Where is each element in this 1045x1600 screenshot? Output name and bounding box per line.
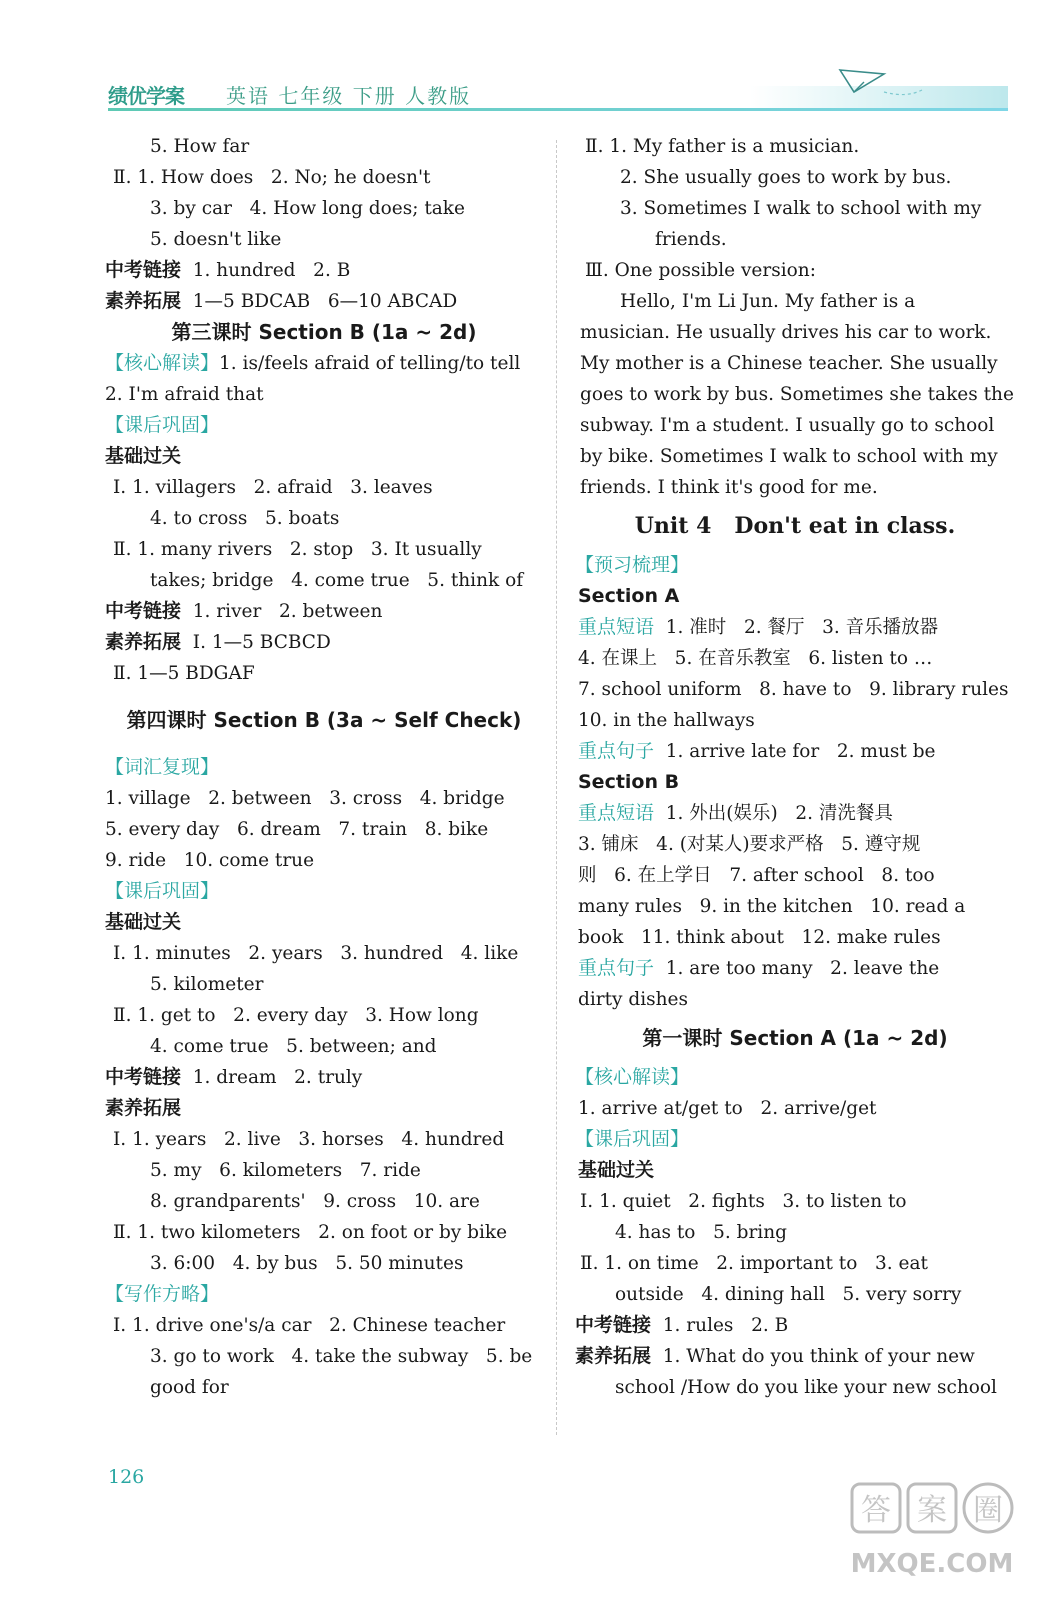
answer-text: 1. is/feels afraid of telling/to tell [219, 353, 521, 374]
bracket-tag-line [105, 410, 543, 441]
answer-line: 2. She usually goes to work by bus. [620, 167, 952, 188]
answer-line: 4. has to 5. bring [615, 1222, 787, 1243]
answer-line: Ⅱ. 1. on time 2. important to 3. eat [580, 1253, 928, 1274]
answer-line: 1. village 2. between 3. cross 4. bridge [105, 788, 505, 809]
answer-text: 1—5 BDCAB 6—10 ABCAD [181, 291, 458, 312]
answer-line: 4. come true 5. between; and [150, 1036, 437, 1057]
answer-line: subway. I'm a student. I usually go to school [580, 415, 995, 436]
subsection-label: Section A [578, 585, 680, 607]
paper-plane-icon [836, 62, 926, 102]
subsection-label: 基础过关 [578, 1159, 655, 1181]
answer-line: dirty dishes [578, 989, 688, 1010]
spacer [105, 736, 543, 752]
right-column [575, 131, 1015, 1403]
answer-text: Ⅰ. 1—5 BCBCD [181, 632, 331, 653]
bracket-tag: 【词汇复现】 [105, 756, 220, 778]
answer-line: 2. I'm afraid that [105, 384, 264, 405]
answer-label: 重点短语 [578, 616, 655, 638]
answer-text: 1. rules 2. B [651, 1315, 789, 1336]
page-number: 126 [108, 1466, 145, 1488]
watermark-url: MXQE.COM [850, 1549, 1014, 1579]
answer-text: 1. hundred 2. B [181, 260, 351, 281]
labeled-answer-line [575, 736, 1015, 767]
answer-line: 3. by car 4. How long does; take [150, 198, 465, 219]
page-header [0, 0, 1045, 140]
answer-line: outside 4. dining hall 5. very sorry [615, 1284, 962, 1305]
section-heading: 第四课时 Section B (3a ~ Self Check) [126, 708, 522, 732]
watermark-logo [848, 1480, 1018, 1590]
answer-line: book 11. think about 12. make rules [578, 927, 941, 948]
answer-text: 1. are too many 2. leave the [654, 958, 940, 979]
spacer [575, 1054, 1015, 1062]
bracket-tag-line [575, 1062, 1015, 1093]
bracket-tag: 【核心解读】 [105, 352, 220, 374]
answer-line: 8. grandparents' 9. cross 10. are [150, 1191, 480, 1212]
answer-line: Ⅰ. 1. drive one's/a car 2. Chinese teacher [113, 1315, 506, 1336]
labeled-answer-line [575, 1310, 1015, 1341]
subsection-label: 基础过关 [105, 911, 182, 933]
answer-line: 9. ride 10. come true [105, 850, 315, 871]
answer-text: 1. dream 2. truly [181, 1067, 363, 1088]
answer-line: goes to work by bus. Sometimes she takes the [580, 384, 1014, 405]
bracket-tag-line [575, 550, 1015, 581]
answer-text: 1. 准时 2. 餐厅 3. 音乐播放器 [654, 617, 939, 638]
answer-line: 7. school uniform 8. have to 9. library rules [578, 679, 1009, 700]
spacer [575, 1015, 1015, 1023]
answer-text: 1. river 2. between [181, 601, 383, 622]
answer-line: 5. How far [150, 136, 250, 157]
answer-line: Ⅱ. 1. many rivers 2. stop 3. It usually [113, 539, 482, 560]
answer-text: 1. arrive late for 2. must be [654, 741, 936, 762]
answer-line: Hello, I'm Li Jun. My father is a [620, 291, 916, 312]
answer-text: 1. What do you think of your new [651, 1346, 975, 1367]
answer-line: 3. Sometimes I walk to school with my [620, 198, 982, 219]
answer-line: Ⅱ. 1. My father is a musician. [585, 136, 860, 157]
answer-label: 素养拓展 [105, 290, 182, 312]
answer-line: musician. He usually drives his car to work. [580, 322, 992, 343]
answer-line: takes; bridge 4. come true 5. think of [150, 570, 524, 591]
labeled-answer-line [105, 596, 543, 627]
left-column [105, 131, 543, 1403]
subsection-label: 基础过关 [105, 445, 182, 467]
answer-line: Ⅱ. 1—5 BDGAF [113, 663, 255, 684]
answer-label: 重点短语 [578, 802, 655, 824]
answer-line: Ⅲ. One possible version: [585, 260, 816, 281]
answer-line: 1. arrive at/get to 2. arrive/get [578, 1098, 877, 1119]
labeled-answer-line [105, 627, 543, 658]
answer-line: 3. go to work 4. take the subway 5. be [150, 1346, 533, 1367]
answer-text: 1. 外出(娱乐) 2. 清洗餐具 [654, 803, 893, 824]
answer-label: 重点句子 [578, 957, 655, 979]
answer-line: friends. I think it's good for me. [580, 477, 878, 498]
labeled-answer-line [105, 255, 543, 286]
answer-line: Ⅰ. 1. minutes 2. years 3. hundred 4. like [113, 943, 519, 964]
bracket-tag-line [105, 1279, 543, 1310]
answer-line: Ⅰ. 1. villagers 2. afraid 3. leaves [113, 477, 433, 498]
spacer [105, 689, 543, 705]
section-heading: 第三课时 Section B (1a ~ 2d) [171, 320, 477, 344]
tagged-answer-line [105, 348, 543, 379]
watermark-char-3: 圈 [973, 1493, 1003, 1528]
answer-line: 5. every day 6. dream 7. train 8. bike [105, 819, 489, 840]
column-divider [556, 140, 557, 1435]
answer-line: Ⅱ. 1. two kilometers 2. on foot or by bike [113, 1222, 508, 1243]
bracket-tag: 【课后巩固】 [105, 880, 220, 902]
answer-label: 素养拓展 [575, 1345, 652, 1367]
answer-line: My mother is a Chinese teacher. She usually [580, 353, 998, 374]
answer-line: school /How do you like your new school [615, 1377, 997, 1398]
header-rule [108, 108, 1008, 111]
answer-line: 5. doesn't like [150, 229, 282, 250]
spacer [575, 503, 1015, 511]
bracket-tag: 【核心解读】 [575, 1066, 690, 1088]
answer-label: 中考链接 [105, 600, 182, 622]
answer-label: 中考链接 [105, 259, 182, 281]
labeled-answer-line [575, 953, 1015, 984]
subsection-label: Section B [578, 771, 680, 793]
brand-logo: 绩优学案 [108, 84, 184, 108]
answer-line: Ⅰ. 1. years 2. live 3. horses 4. hundred [113, 1129, 505, 1150]
answer-line: Ⅰ. 1. quiet 2. fights 3. to listen to [580, 1191, 907, 1212]
answer-line: 3. 6:00 4. by bus 5. 50 minutes [150, 1253, 464, 1274]
answer-line: many rules 9. in the kitchen 10. read a [578, 896, 966, 917]
labeled-answer-line [105, 286, 543, 317]
answer-label: 重点句子 [578, 740, 655, 762]
section-heading: 第一课时 Section A (1a ~ 2d) [642, 1026, 948, 1050]
answer-line: 则 6. 在上学日 7. after school 8. too [578, 865, 935, 886]
bracket-tag: 【预习梳理】 [575, 554, 690, 576]
answer-line: 10. in the hallways [578, 710, 755, 731]
watermark-char-2: 案 [917, 1493, 947, 1528]
bracket-tag-line [575, 1124, 1015, 1155]
answer-label: 中考链接 [575, 1314, 652, 1336]
labeled-answer-line [575, 1341, 1015, 1372]
answer-line: 4. 在课上 5. 在音乐教室 6. listen to … [578, 648, 933, 669]
bracket-tag-line [105, 752, 543, 783]
answer-line: 3. 铺床 4. (对某人)要求严格 5. 遵守规 [578, 834, 921, 855]
subsection-label: 素养拓展 [105, 1097, 182, 1119]
answer-line: 5. kilometer [150, 974, 264, 995]
labeled-answer-line [575, 612, 1015, 643]
bracket-tag: 【课后巩固】 [105, 414, 220, 436]
answer-label: 中考链接 [105, 1066, 182, 1088]
labeled-answer-line [575, 798, 1015, 829]
answer-line: by bike. Sometimes I walk to school with my [580, 446, 998, 467]
answer-line: 5. my 6. kilometers 7. ride [150, 1160, 421, 1181]
answer-label: 素养拓展 [105, 631, 182, 653]
answer-line: good for [150, 1377, 229, 1398]
answer-line: friends. [655, 229, 727, 250]
spacer [575, 542, 1015, 550]
answer-line: Ⅱ. 1. get to 2. every day 3. How long [113, 1005, 479, 1026]
answer-line: 4. to cross 5. boats [150, 508, 340, 529]
watermark-char-1: 答 [861, 1493, 891, 1528]
answer-line: Ⅱ. 1. How does 2. No; he doesn't [113, 167, 431, 188]
labeled-answer-line [105, 1062, 543, 1093]
bracket-tag: 【写作方略】 [105, 1283, 220, 1305]
unit-heading: Unit 4 Don't eat in class. [634, 513, 956, 539]
bracket-tag: 【课后巩固】 [575, 1128, 690, 1150]
bracket-tag-line [105, 876, 543, 907]
book-subject: 英语 七年级 下册 人教版 [226, 84, 472, 108]
